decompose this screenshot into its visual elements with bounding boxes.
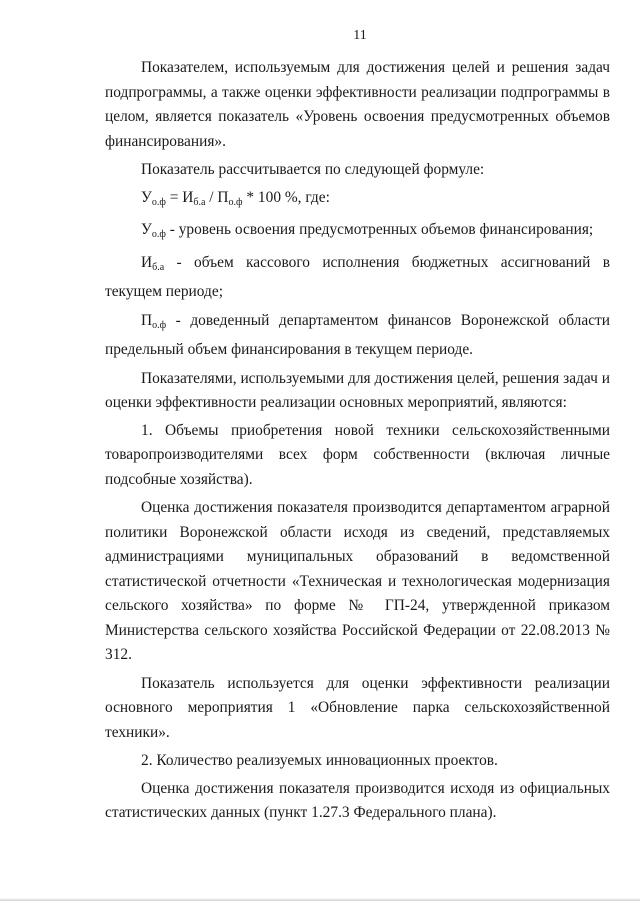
definition-pof [105, 309, 610, 363]
paragraph-indicator-1-assessment: Оценка достижения показателя производится департаментом аграрной политики Воронежской области исходя из сведений, представляемых администрациями муниципальных образований в ведомственной статистической отчетности «Техническая и технологическая модернизация сельского хозяйства» по форме № ГП-24, утвержденной приказом Министерства сельского хозяйства Российской Федерации от 22.08.2013 № 312. [105, 499, 610, 663]
formula [105, 186, 610, 216]
formula-y: У [141, 188, 152, 206]
paragraph-indicator-1-usage: Показатель используется для оценки эффективности реализации основного мероприятия 1 «Обновление парка сельскохозяйственной техники». [105, 674, 610, 741]
formula-p-sub: о.ф [228, 196, 243, 208]
document-body [105, 56, 610, 826]
definition-iba [105, 251, 610, 305]
formula-eq: = [165, 188, 183, 206]
formula-i: И [182, 188, 194, 206]
definition-uof-sub: о.ф [151, 229, 166, 240]
formula-y-sub: о.ф [151, 196, 166, 208]
definition-uof-symbol: У [141, 221, 152, 238]
paragraph-indicator-2: 2. Количество реализуемых инновационных проектов. [141, 752, 498, 769]
definition-pof-text: - доведенный департаментом финансов Воронежской области предельный объем финансирования в текущем периоде. [105, 311, 610, 358]
definition-pof-sub: о.ф [152, 319, 167, 331]
formula-i-sub: б.а [193, 196, 206, 208]
page-number: 11 [353, 28, 367, 43]
definition-uof [105, 218, 610, 248]
paragraph-indicator-1: 1. Объемы приобретения новой техники сельскохозяйственными товаропроизводителями всех форм собственности (включая личные подсобные хозяйства). [105, 421, 610, 488]
paragraph-indicator-intro: Показателем, используемым для достижения целей и решения задач подпрограммы, а также оценки эффективности реализации подпрограммы в целом, является показатель «Уровень освоения предусмотренных объемов финансирования». [105, 59, 610, 150]
paragraph-indicator-2-assessment: Оценка достижения показателя производится исходя из официальных статистических данных (пункт 1.27.3 Федерального плана). [105, 779, 610, 821]
definition-iba-sub: б.а [152, 261, 165, 273]
formula-div: / [205, 188, 218, 206]
formula-tail: * 100 %, где: [242, 188, 330, 206]
paragraph-indicators-list-intro: Показателями, используемыми для достижения целей, решения задач и оценки эффективности реализации основных мероприятий, являются: [105, 369, 610, 411]
definition-iba-text: - объем кассового исполнения бюджетных ассигнований в текущем периоде; [105, 253, 610, 300]
definition-pof-symbol: П [141, 311, 153, 329]
formula-p: П [217, 188, 229, 206]
definition-iba-symbol: И [141, 253, 153, 271]
paragraph-formula-intro: Показатель рассчитывается по следующей формуле: [141, 161, 485, 178]
definition-uof-text: - уровень освоения предусмотренных объемов финансирования; [165, 221, 594, 238]
